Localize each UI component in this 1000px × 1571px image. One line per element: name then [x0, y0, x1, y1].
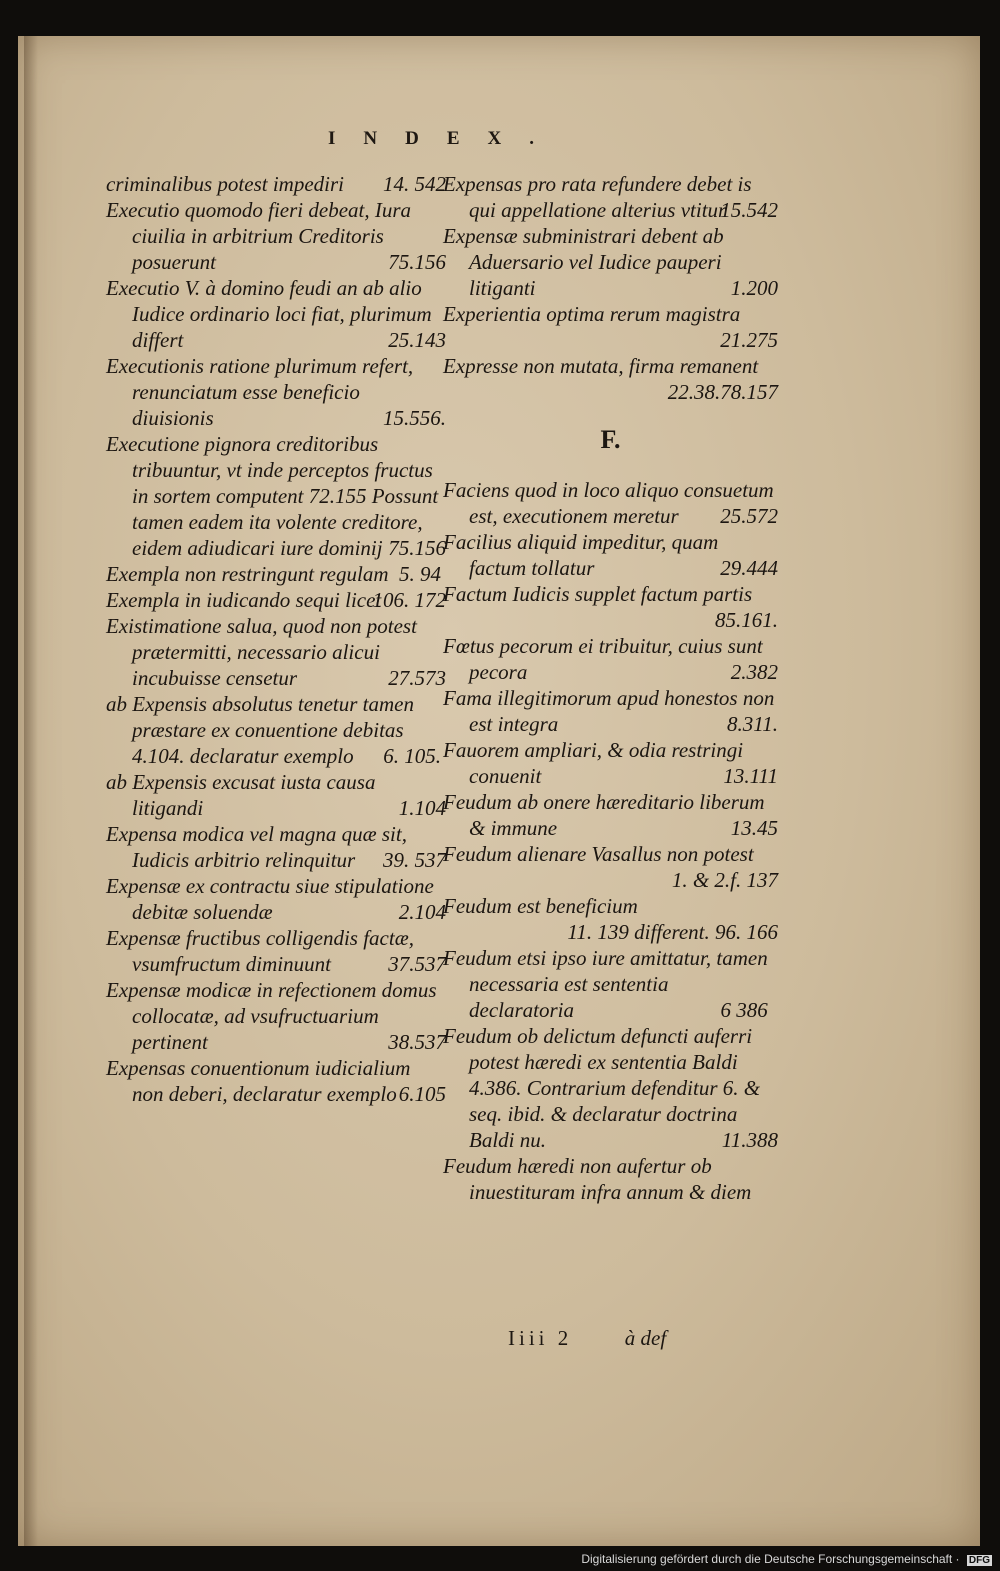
index-entry: ab Expensis excusat iusta causa litigandi 1.104: [106, 770, 446, 820]
page-footer: [508, 1326, 666, 1351]
digitization-credit: [581, 1552, 992, 1566]
index-entry: Expensas pro rata refundere debet is qui appellatione alterius vtitur 15.542: [443, 172, 778, 222]
signature-mark: Iiii 2: [508, 1326, 573, 1350]
index-entry: Expensæ fructibus colligendis factæ, vsumfructum diminuunt 37.537: [106, 926, 446, 976]
index-entry: Feudum etsi ipso iure amittatur, tamen necessaria est sententia declaratoria 6 386: [443, 946, 768, 1022]
index-column-left: [106, 171, 446, 1107]
index-entry: criminalibus potest impediri 14. 542: [106, 172, 446, 196]
page-header: INDEX.: [328, 128, 562, 149]
book-page: [18, 36, 980, 1546]
index-entry: Executio quomodo fieri debeat, Iura ciuilia in arbitrium Creditoris posuerunt 75.156: [106, 198, 446, 274]
index-entry: Factum Iudicis supplet factum partis 85.161.: [443, 582, 778, 632]
index-entry: Feudum hæredi non aufertur ob inuestituram infra annum & diem: [443, 1154, 752, 1204]
index-entry: Feudum ab onere hæreditario liberum & immune 13.45: [443, 790, 778, 840]
index-entry: Executio V. à domino feudi an ab alio Iudice ordinario loci fiat, plurimum differt 25.143: [106, 276, 446, 352]
index-entry: Experientia optima rerum magistra 21.275: [443, 302, 778, 352]
index-entry: Fœtus pecorum ei tribuitur, cuius sunt pecora 2.382: [443, 634, 778, 684]
index-entry: Feudum alienare Vasallus non potest 1. & 2.f. 137: [443, 842, 778, 892]
index-entry: Faciens quod in loco aliquo consuetum est, executionem meretur 25.572: [443, 478, 778, 528]
index-column-right: [443, 171, 778, 1205]
index-entry: Expensæ subministrari debent ab Aduersario vel Iudice pauperi litiganti 1.200: [443, 224, 778, 300]
index-entry: Fauorem ampliari, & odia restringi conuenit 13.111: [443, 738, 778, 788]
index-entry: Fama illegitimorum apud honestos non est integra 8.311.: [443, 686, 778, 736]
index-entry: Expensa modica vel magna quæ sit, Iudicis arbitrio relinquitur 39. 537: [106, 822, 446, 872]
credit-text: Digitalisierung gefördert durch die Deutsche Forschungsgemeinschaft ·: [581, 1552, 960, 1566]
index-entry: Feudum ob delictum defuncti auferri potest hæredi ex sententia Baldi 4.386. Contrarium defenditur 6. & seq. ibid. & declaratur doctrina Baldi nu. 11.388: [443, 1024, 778, 1152]
index-entry: Exempla in iudicando sequi licet 106. 172: [106, 588, 446, 612]
catchword: à def: [624, 1326, 667, 1350]
index-entry: Existimatione salua, quod non potest prætermitti, necessario alicui incubuisse censetur 27.573: [106, 614, 446, 690]
index-entry: Exempla non restringunt regulam 5. 94: [106, 562, 441, 586]
index-entry: Expensas conuentionum iudicialium non deberi, declaratur exemplo 6.105: [106, 1056, 446, 1106]
index-entry: Executionis ratione plurimum refert, renunciatum esse beneficio diuisionis 15.556.: [106, 354, 446, 430]
index-entry: Expensæ modicæ in refectionem domus collocatæ, ad vsufructuarium pertinent 38.537: [106, 978, 446, 1054]
index-entry: Feudum est beneficium 11. 139 different. 96. 166: [443, 894, 778, 944]
index-entry: ab Expensis absolutus tenetur tamen præstare ex conuentione debitas 4.104. declaratur exemplo 6. 105.: [106, 692, 441, 768]
index-entry: Facilius aliquid impeditur, quam factum tollatur 29.444: [443, 530, 778, 580]
section-letter: F.: [600, 425, 621, 454]
index-entry: Expensæ ex contractu siue stipulatione debitæ soluendæ 2.104: [106, 874, 446, 924]
dfg-logo: DFG: [968, 1555, 990, 1566]
index-entry: Executione pignora creditoribus tribuuntur, vt inde perceptos fructus in sortem computent 72.155 Possunt tamen eadem ita volente creditore, eidem adiudicari iure dominij 75.156: [106, 432, 446, 560]
index-entry: Expresse non mutata, firma remanent 22.38.78.157: [443, 354, 778, 404]
